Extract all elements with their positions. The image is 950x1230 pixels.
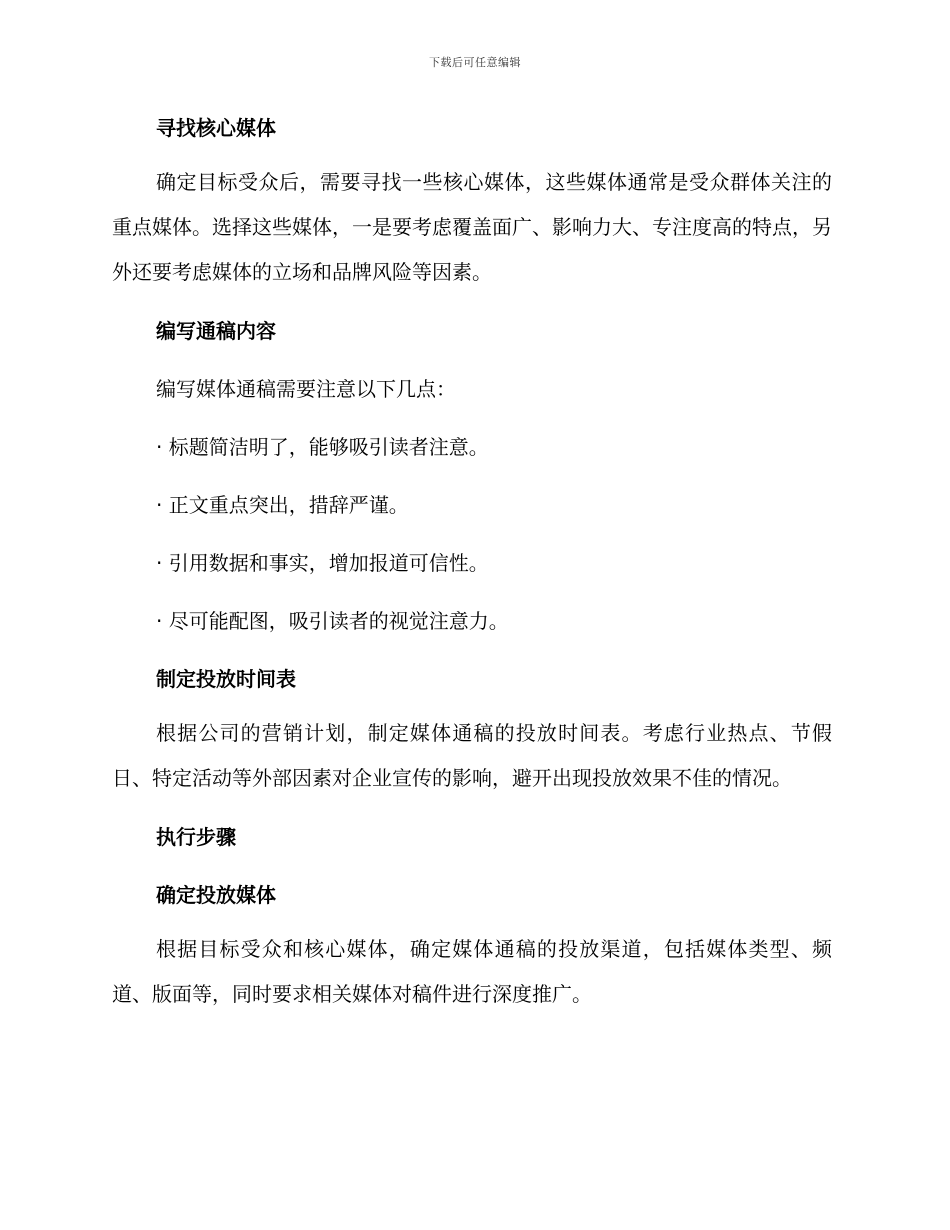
paragraph-determine-media: 根据目标受众和核心媒体，确定媒体通稿的投放渠道，包括媒体类型、频道、版面等，同时要求相关媒体对稿件进行深度推广。 [112, 937, 832, 1006]
section-heading-schedule: 制定投放时间表 [156, 667, 296, 691]
section-heading-core-media: 寻找核心媒体 [156, 116, 276, 140]
section-heading-write-release: 编写通稿内容 [156, 319, 276, 343]
section-heading-execution: 执行步骤 [156, 825, 236, 849]
intro-write-release: 编写媒体通稿需要注意以下几点： [156, 377, 456, 401]
page-header: 下载后可任意编辑 [429, 56, 521, 69]
section-heading-determine-media: 确定投放媒体 [156, 883, 276, 907]
list-item: · 尽可能配图，吸引读者的视觉注意力。 [156, 609, 509, 633]
list-item: · 正文重点突出，措辞严谨。 [156, 493, 409, 517]
document-body [112, 112, 832, 1017]
paragraph-core-media: 确定目标受众后，需要寻找一些核心媒体，这些媒体通常是受众群体关注的重点媒体。选择这些媒体，一是要考虑覆盖面广、影响力大、专注度高的特点，另外还要考虑媒体的立场和品牌风险等因素。 [112, 170, 832, 284]
paragraph-schedule: 根据公司的营销计划，制定媒体通稿的投放时间表。考虑行业热点、节假日、特定活动等外部因素对企业宣传的影响，避开出现投放效果不佳的情况。 [112, 721, 832, 790]
list-item: · 引用数据和事实，增加报道可信性。 [156, 551, 489, 575]
list-item: · 标题简洁明了，能够吸引读者注意。 [156, 435, 489, 459]
